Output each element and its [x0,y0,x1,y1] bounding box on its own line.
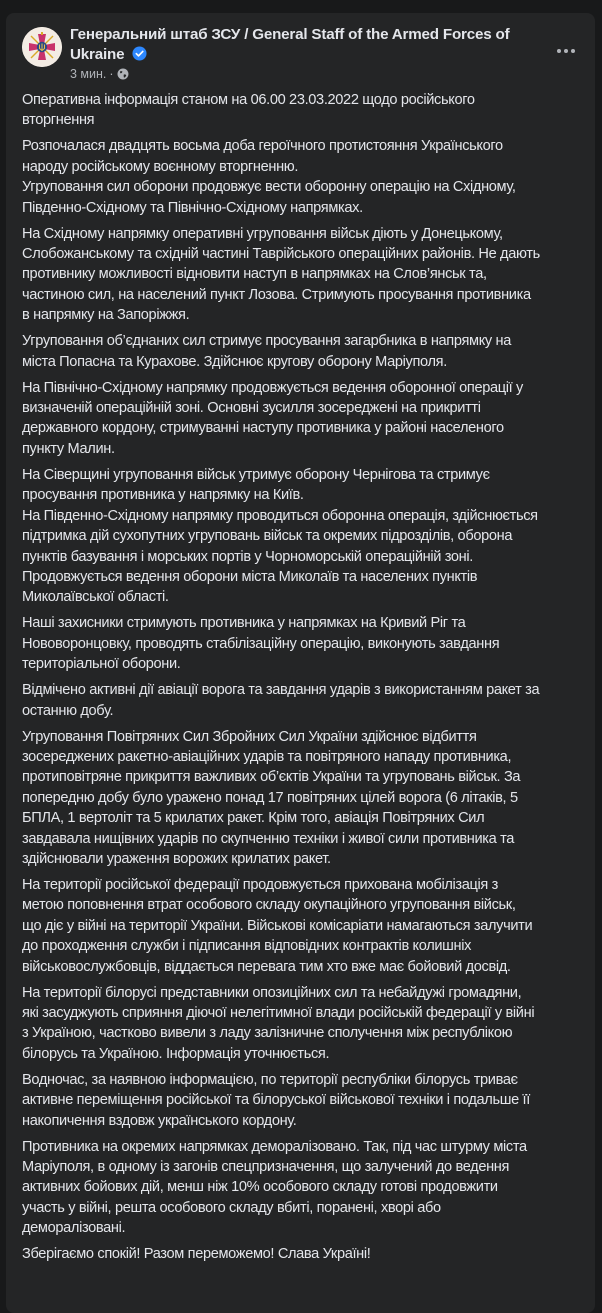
paragraph-line: до проходження служби і підписання відповідних контрактів колишніх [22,938,472,955]
post-paragraph [22,727,587,870]
paragraph-line: з Україною, частково вивели з ладу залізничне сполучення між республікою [22,1025,513,1042]
paragraph-line: здійснювали ураження ворожих крилатих ракет. [22,850,331,867]
avatar[interactable] [22,27,62,67]
more-options-icon-dot [564,49,568,53]
post-paragraph [22,1070,587,1131]
more-options-icon-dot [571,49,575,53]
paragraph-line: протиповітряне прикриття важливих об’єктів України та угруповань військ. За [22,769,521,786]
paragraph-line: завдавала нищівних ударів по скупченню техніки і живої сили противника та [22,830,515,847]
paragraph-line: Угруповання об’єднаних сил стримує просування загарбника в напрямку на [22,333,512,350]
paragraph-line: Оперативна інформація станом на 06.00 23.03.2022 щодо російського [22,92,475,108]
more-options-icon [557,49,561,53]
verified-badge-icon [132,46,147,61]
paragraph-line: пункту Малин. [22,440,115,457]
paragraph-line: противнику можливості відновити наступ в напрямках на Слов’янськ та, [22,266,487,283]
post-paragraph [22,680,587,721]
paragraph-line: Водночас, за наявною інформацією, по території республіки білорусь триває [22,1071,518,1088]
paragraph-line: зосереджених ракетно-авіаційних ударів та повітряного нападу противника, [22,748,512,765]
post-paragraph [22,875,587,977]
paragraph-line: БПЛА, 1 вертоліт та 5 крилатих ракет. Крім того, авіація Повітряних Сил [22,810,485,827]
post-paragraph [22,378,587,460]
paragraph-line: На території білорусі представники опозиційних сил та небайдужі громадяни, [22,984,522,1001]
post-header [6,13,595,93]
paragraph-line: Угруповання Повітряних Сил Збройних Сил України здійснює відбиття [22,728,477,745]
paragraph-line: Противника на окремих напрямках деморалізовано. Так, під час штурму міста [22,1138,527,1155]
paragraph-line: участь у війні, решта особового складу вбиті, поранені, хворі або [22,1199,441,1216]
paragraph-line: в напрямку на Запоріжжя. [22,307,190,324]
paragraph-line: територіальної оборони. [22,656,181,673]
post-paragraph [22,331,587,372]
paragraph-line: Слобожанському та східній частині Таврійського операційних районів. Не дають [22,246,540,263]
paragraph-line: метою поповнення втрат особового складу окупаційного угруповання військ, [22,897,516,914]
paragraph-line: що діє у війні на території України. Військові комісаріати намагаються залучити [22,917,533,934]
paragraph-line: міста Попасна та Курахове. Здійснює кругову оборону Маріуполя. [22,353,447,370]
paragraph-line: державного кордону, стримуванні наступу противника у районі населеного [22,420,504,437]
post-card [6,13,595,1313]
meta-separator: · [109,67,114,81]
post-paragraph [22,983,587,1065]
paragraph-line: Миколаївської області. [22,589,169,606]
author-name[interactable] [70,25,510,65]
post-paragraph [22,136,587,218]
post-paragraph [22,1137,587,1239]
paragraph-line: активне переміщення російської та білоруської військової техніки і подальше її [22,1092,530,1109]
paragraph-line: Продовжується ведення оборони міста Миколаїв та населених пунктів [22,568,478,585]
paragraph-line: попередню добу було уражено понад 17 повітряних цілей ворога (6 літаків, 5 [22,789,518,806]
paragraph-line: пунктів базування і морських портів у Чорноморській операційній зоні. [22,548,473,565]
paragraph-line: вторгнення [22,112,95,129]
post-meta [70,67,129,81]
post-paragraph [22,1244,587,1264]
paragraph-line: Зберігаємо спокій! Разом переможемо! Слава Україні! [22,1246,371,1263]
paragraph-line: деморалізовані. [22,1220,126,1237]
paragraph-line: Наші захисники стримують противника у напрямках на Кривий Ріг та [22,615,466,632]
paragraph-line: визначеній операційній зоні. Основні зусилля зосереджені на прикритті [22,400,481,417]
post-body [22,90,587,1270]
paragraph-line: просування противника у напрямку на Київ. [22,487,304,504]
post-paragraph [22,224,587,326]
paragraph-line: Південно-Східному та Північно-Східному напрямках. [22,199,363,216]
paragraph-line: активних бойових дій, менш ніж 10% особового складу готові продовжити [22,1179,498,1196]
paragraph-line: На Східному напрямку оперативні угруповання військ діють у Донецькому, [22,225,503,242]
paragraph-line: Угруповання сил оборони продовжує вести оборонну операцію на Східному, [22,179,516,196]
paragraph-line: народу російському воєнному вторгненню. [22,158,299,175]
globe-icon[interactable] [117,68,129,80]
more-options-button[interactable] [551,39,581,63]
paragraph-line: які засуджують сприяння діючої нелегітимної влади російській федерації у війні [22,1005,535,1021]
general-staff-emblem-icon [22,27,62,67]
paragraph-line: На Південно-Східному напрямку проводиться оборонна операція, здійснюється [22,507,538,524]
paragraph-line: Розпочалася двадцять восьма доба героїчного протистояння Українського [22,138,503,155]
paragraph-line: частиною сил, на населений пункт Лозова. Стримують просування противника [22,286,531,303]
paragraph-line: військовослужбовців, віддається перевага тим хто вже має бойовий досвід. [22,958,511,975]
paragraph-line: Відмічено активні дії авіації ворога та завдання ударів з використанням ракет за [22,682,540,699]
paragraph-line: Нововоронцовку, проводять стабілізаційну операцію, виконують завдання [22,635,500,652]
paragraph-line: На території російської федерації продовжується прихована мобілізація з [22,876,499,893]
post-paragraph [22,465,587,608]
author-name-line1[interactable]: Генеральний штаб ЗСУ / General Staff of the Armed Forces of [70,26,510,43]
paragraph-line: На Північно-Східному напрямку продовжується ведення оборонної операції у [22,379,524,396]
paragraph-line: підтримка дій сухопутних угруповань військ та окремих підрозділів, оборона [22,528,513,545]
post-paragraph [22,613,587,674]
paragraph-line: Маріуполя, в одному із загонів спецпризначення, що залучений до ведення [22,1159,510,1176]
post-paragraph [22,90,587,131]
author-name-line2[interactable]: Ukraine [70,46,125,63]
paragraph-line: На Сіверщині угруповання військ утримує оборону Чернігова та стримує [22,466,490,483]
paragraph-line: білорусь та Україною. Інформація уточнюється. [22,1045,330,1062]
timestamp[interactable]: 3 мин. [70,67,107,81]
paragraph-line: накопичення вздовж українського кордону. [22,1112,297,1129]
paragraph-line: останню добу. [22,702,114,719]
